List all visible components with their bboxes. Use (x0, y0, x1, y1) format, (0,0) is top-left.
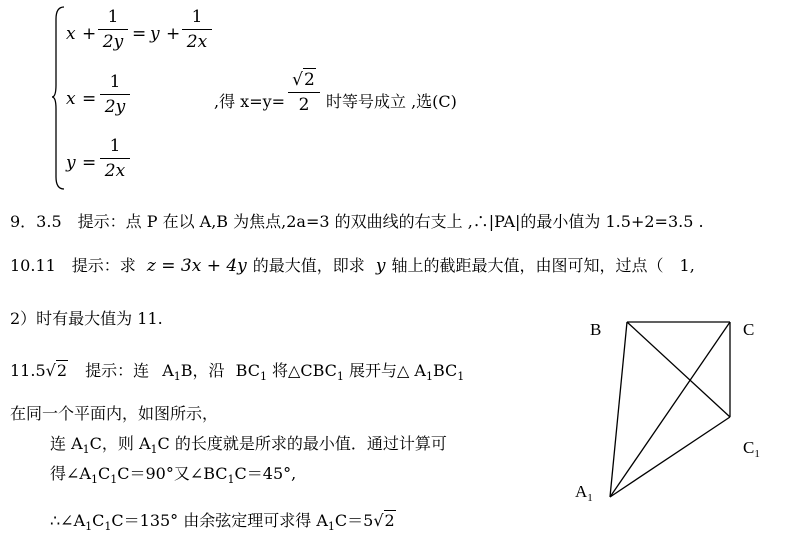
item11-line4: 得$\angle A_1C_1C=90^\circ$又$\angle BC_1C=45^\circ$, (50, 464, 297, 486)
eq2-x: x (66, 89, 76, 109)
result-frac: √2 2 (288, 68, 320, 116)
item9-text: 9．3.5 提示：点 P 在以 A,B 为焦点,2a=3 的双曲线的右支上 ,∴|PA|的最小值为 1.5+2=3.5 . (10, 212, 704, 231)
item10-formula: z = 3x + 4y (146, 256, 247, 276)
eq1-frac1: 1 2y (98, 6, 128, 53)
edge-a1-c1 (610, 417, 730, 497)
item11-line2: 在同一个平面内，如图所示， (10, 404, 219, 423)
eq1-plus: + (82, 24, 97, 44)
eq1-y: y (150, 24, 160, 44)
eq1-frac2: 1 2x (182, 6, 212, 53)
eq3-y: y (66, 153, 76, 173)
eq3-equals: = (82, 153, 97, 173)
label-a1: $A_1$ (575, 482, 593, 504)
eq3-frac: 1 2x (100, 135, 130, 182)
geometry-diagram (575, 310, 775, 510)
label-c1: $C_1$ (743, 438, 760, 460)
edge-b-c1 (627, 322, 730, 417)
geometry-figure (575, 310, 775, 514)
result-suffix: 时等号成立 ,选(C) (326, 92, 457, 111)
eq2-frac: 1 2y (100, 71, 130, 118)
eq1-equals: = (132, 24, 147, 44)
eq1-plus2: + (166, 24, 181, 44)
label-b: B (590, 320, 602, 339)
system-brace (52, 5, 66, 190)
item11-line5: $\therefore\angle A_1C_1C=135^\circ$ 由余弦定理可求得 $A_1C=5√2$ (50, 511, 395, 533)
edge-a1-c (610, 322, 730, 497)
item10-line2: 2）时有最大值为 11. (10, 309, 163, 328)
eq2-equals: = (82, 89, 97, 109)
item11-line3: 连 $A_1C$，则 $A_1C$ 的长度就是所求的最小值．通过计算可 (50, 434, 447, 456)
item11-line1: 11.5√2 提示：连 $A_1B$，沿 $BC_1$ 将$\triangle CBC_1$ 展开与△ $A_1BC_1$ (10, 361, 465, 383)
edge-b-a1 (610, 322, 627, 497)
label-c: C (743, 320, 755, 339)
eq1-x: x (66, 24, 76, 44)
item10-line1: 10.11 提示：求 z = 3x + 4y 的最大值，即求 y 轴上的截距最大值，由图可知，过点（ 1, (10, 256, 695, 276)
result-prefix: ,得 x=y= (214, 92, 286, 111)
